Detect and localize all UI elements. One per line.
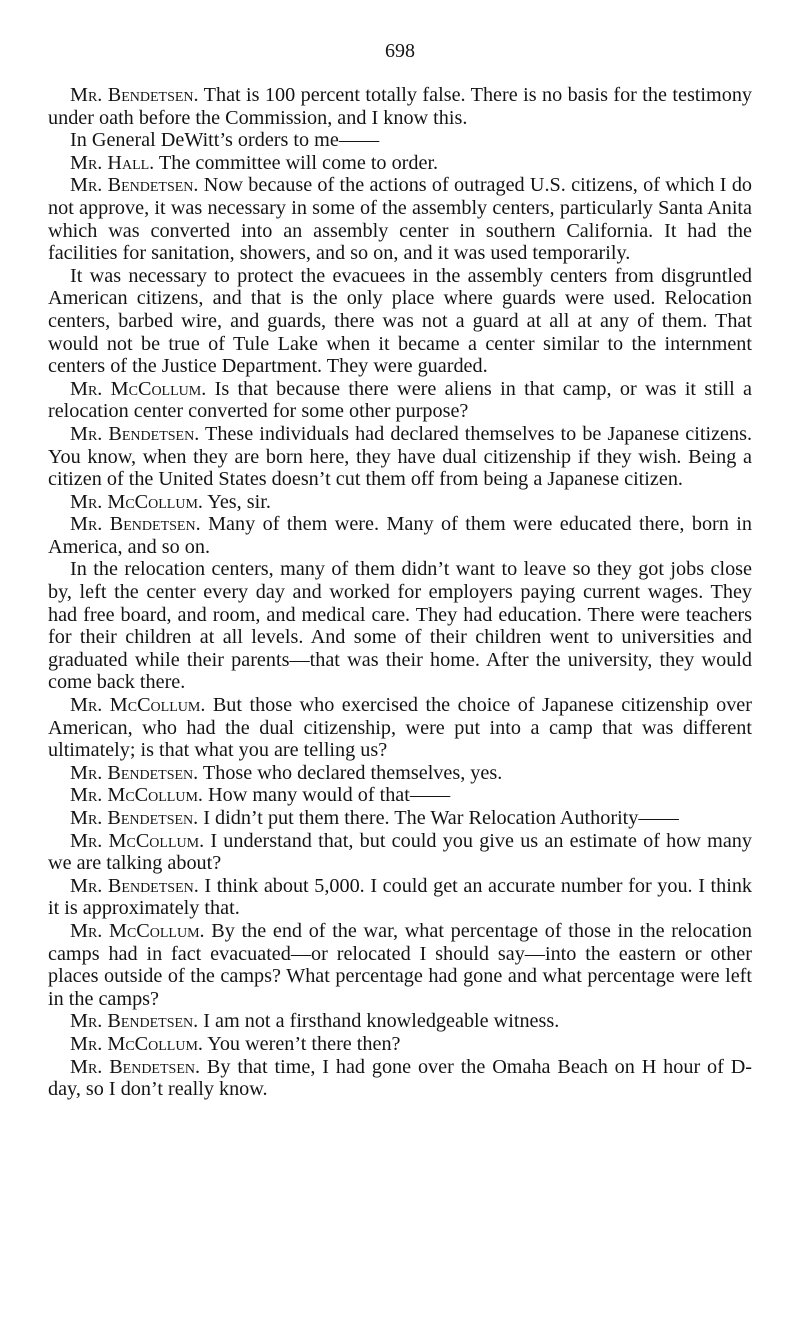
speaker-name: Mr. McCollum.: [70, 784, 203, 807]
speaker-name: Mr. Bendetsen.: [70, 1010, 199, 1033]
speaker-name: Mr. Bendetsen.: [70, 761, 199, 784]
transcript-paragraph: [48, 513, 752, 558]
speech-text: In the relocation centers, many of them didn’t want to leave so they got jobs close by, left the center every day and worked for employers paying current wages. They had free board, and room, and medical care. They had education. There were teachers for their children at all levels. And some of their children went to universities and graduated while their parents—that was their home. After the university, they would come back there.: [48, 558, 752, 694]
speech-text: How many would of that——: [208, 784, 451, 807]
transcript-paragraph: [48, 762, 752, 785]
speaker-name: Mr. Bendetsen.: [70, 1055, 201, 1078]
transcript-paragraph: [48, 129, 752, 152]
transcript-paragraph: [48, 152, 752, 175]
speaker-name: Mr. McCollum.: [70, 694, 206, 717]
page-number: 698: [385, 40, 415, 62]
transcript-paragraph: [48, 875, 752, 920]
speaker-name: Mr. McCollum.: [70, 919, 205, 942]
speech-text: I understand that, but could you give us an estimate of how many we are talking about?: [48, 829, 752, 875]
speech-text: I didn’t put them there. The War Relocation Authority——: [203, 807, 679, 829]
speech-text: That is 100 percent totally false. There is no basis for the testimony under oath before the Commission, and I know this.: [48, 84, 753, 129]
speaker-name: Mr. Bendetsen.: [70, 513, 201, 536]
transcript-paragraph: [48, 558, 752, 694]
speech-text: I am not a firsthand knowledgeable witness.: [203, 1010, 560, 1033]
speech-text: Those who declared themselves, yes.: [202, 761, 503, 784]
speech-text: I think about 5,000. I could get an accurate number for you. I think it is approximately that.: [48, 874, 753, 920]
transcript-paragraph: [48, 694, 752, 762]
speech-text: But those who exercised the choice of Japanese citizenship over American, who had the dual citizenship, were put into a camp that was different ultimately; is that what you are telling us?: [48, 694, 752, 762]
transcript-body: [48, 84, 752, 1101]
transcript-paragraph: [48, 830, 752, 875]
speaker-name: Mr. Bendetsen.: [70, 174, 199, 197]
transcript-paragraph: [48, 1033, 752, 1056]
transcript-paragraph: [48, 920, 752, 1010]
transcript-paragraph: [48, 491, 752, 514]
transcript-paragraph: [48, 84, 752, 129]
transcript-paragraph: [48, 807, 752, 830]
transcript-paragraph: [48, 1010, 752, 1033]
transcript-paragraph: [48, 423, 752, 491]
speech-text: It was necessary to protect the evacuees in the assembly centers from disgruntled American citizens, and that is the only place where guards were used. Relocation centers, barbed wire, and guards, there was not a guard at all at any of them. That would not be true of Tule Lake when it became a center similar to the internment centers of the Justice Department. They were guarded.: [48, 264, 752, 378]
speech-text: In General DeWitt’s orders to me——: [70, 129, 380, 152]
speech-text: The committee will come to order.: [158, 151, 439, 174]
speech-text: You weren’t there then?: [207, 1032, 401, 1055]
speaker-name: Mr. Bendetsen.: [70, 807, 199, 829]
speech-text: These individuals had declared themselves to be Japanese citizens. You know, when they are born here, they have dual citizenship if they wish. Being a citizen of the United States doesn’t cut them off from being a Japanese citizen.: [48, 422, 753, 491]
transcript-paragraph: [48, 378, 752, 423]
document-page: [48, 40, 752, 1101]
speaker-name: Mr. Bendetsen.: [70, 84, 199, 106]
transcript-paragraph: [48, 174, 752, 264]
speaker-name: Mr. Bendetsen.: [70, 422, 200, 445]
speech-text: Yes, sir.: [207, 490, 271, 513]
transcript-paragraph: [48, 265, 752, 378]
speech-text: Is that because there were aliens in that camp, or was it still a relocation center converted for some other purpose?: [48, 377, 752, 423]
transcript-paragraph: [48, 1056, 752, 1101]
speech-text: Now because of the actions of outraged U.S. citizens, of which I do not approve, it was necessary in some of the assembly centers, particularly Santa Anita which was converted into an assembly center in southern California. It had the facilities for sanitation, showers, and so on, and it was used temporarily.: [48, 174, 753, 265]
transcript-paragraph: [48, 784, 752, 807]
speech-text: By that time, I had gone over the Omaha Beach on H hour of D-day, so I don’t really know.: [48, 1055, 753, 1101]
speaker-name: Mr. Hall.: [70, 151, 155, 174]
speech-text: By the end of the war, what percentage of those in the relocation camps had in fact evacuated—or relocated I should say—into the eastern or other places outside of the camps? What percentage had gone and what percentage were left in the camps?: [48, 919, 752, 1010]
speaker-name: Mr. McCollum.: [70, 490, 203, 513]
speech-text: Many of them were. Many of them were educated there, born in America, and so on.: [48, 513, 753, 558]
speaker-name: Mr. Bendetsen.: [70, 874, 199, 897]
speaker-name: Mr. McCollum.: [70, 829, 205, 852]
speaker-name: Mr. McCollum.: [70, 377, 207, 400]
speaker-name: Mr. McCollum.: [70, 1032, 203, 1055]
